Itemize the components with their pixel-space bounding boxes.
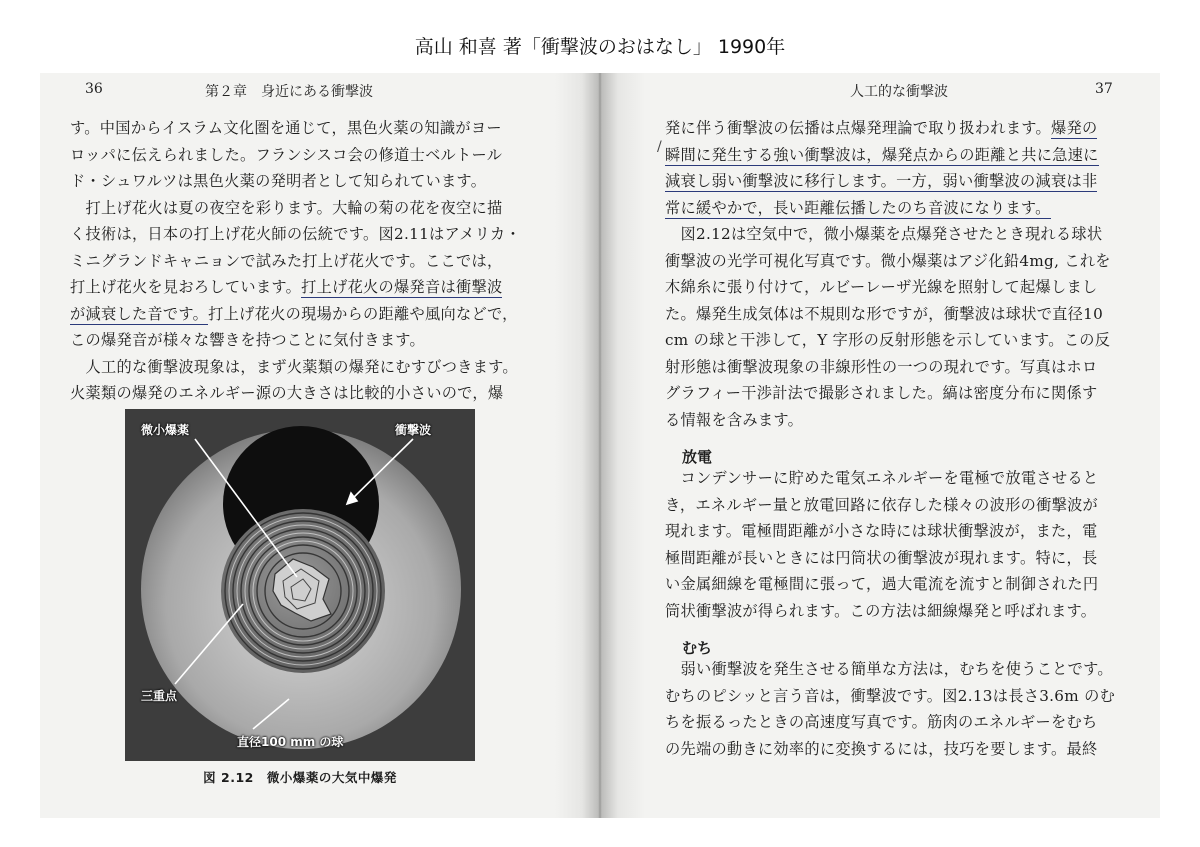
text-line-underlined: [665, 195, 1130, 222]
text-line-with-underline: [70, 274, 540, 301]
shockwave-photo-illustration: [125, 409, 475, 761]
right-page: [635, 73, 1160, 818]
text-line: 打上げ花火は夏の夜空を彩ります。大輪の菊の花を夜空に描: [70, 198, 503, 217]
text-line: コンデンサーに貯めた電気エネルギーを電極で放電させると: [665, 469, 1099, 487]
left-running-head: 第２章 身近にある衝撃波: [205, 84, 373, 100]
text-line-underlined: [665, 168, 1130, 195]
text-line-with-underline: [70, 301, 540, 328]
text-line: る情報を含みます。: [665, 410, 804, 429]
text-line: た。爆発生成気体は不規則な形ですが，衝撃波は球状で直径10: [665, 304, 1104, 323]
figure-label-shockwave: 衝撃波: [395, 423, 432, 437]
text-segment: 打上げ花火の現場からの距離や風向などで，: [208, 304, 518, 323]
right-running-head: 人工的な衝撃波: [850, 84, 948, 100]
shockwave-photo-figure: [125, 409, 475, 761]
text-line: 木綿糸に張り付けて，ルビーレーザ光線を照射して起爆しまし: [665, 278, 1098, 296]
figure-caption: 図 2.12 微小爆薬の大気中爆発: [203, 770, 397, 785]
text-line-underlined: [665, 142, 1130, 169]
text-line: い金属細線を電極間に張って，過大電流を流すと制御された円: [665, 575, 1099, 593]
text-line: 衝撃波の光学可視化写真です。微小爆薬はアジ化鉛4mg, これを: [665, 251, 1111, 270]
book-citation-title: 高山 和喜 著「衝撃波のおはなし」 1990年: [414, 36, 786, 58]
text-line: す。中国からイスラム文化圏を通じて，黒色火薬の知識がヨー: [70, 119, 502, 137]
figure-label-explosive: 微小爆薬: [141, 423, 190, 437]
book-gutter: [555, 73, 645, 818]
figure-label-triple-point: 三重点: [141, 689, 178, 703]
text-line: むちのピシッと言う音は，衝撃波です。図2.13は長さ3.6m のむ: [665, 686, 1116, 705]
underlined-text: 瞬間に発生する強い衝撃波は，爆発点からの距離と共に急速に: [665, 145, 1099, 164]
text-line: 弱い衝撃波を発生させる簡単な方法は，むちを使うことです。: [665, 660, 1113, 678]
text-line-with-underline: [665, 115, 1130, 142]
text-line: く技術は，日本の打上げ花火師の伝統です。図2.11はアメリカ・: [70, 225, 521, 243]
text-line: ミニグランドキャニョンで試みた打上げ花火です。ここでは，: [70, 251, 503, 270]
section-heading-discharge: 放電: [682, 448, 713, 466]
text-line: 人工的な衝撃波現象は，まず火薬類の爆発にむすびつきます。: [70, 357, 518, 376]
text-line: 射形態は衝撃波現象の非線形性の一つの現れです。写真はホロ: [665, 357, 1098, 376]
text-segment: 発に伴う衝撃波の伝播は点爆発理論で取り扱われます。: [665, 119, 1051, 137]
text-line: ロッパに伝えられました。フランシスコ会の修道士ベルトール: [70, 145, 503, 164]
left-page: [40, 73, 565, 818]
text-line: ちを振るったときの高速度写真です。筋肉のエネルギーをむち: [665, 713, 1098, 731]
text-line: 現れます。電極間距離が小さな時には球状衝撃波が，また，電: [665, 522, 1098, 540]
text-line: 筒状衝撃波が得られます。この方法は細線爆発と呼ばれます。: [665, 601, 1097, 620]
section-heading-whip: むち: [682, 639, 713, 657]
text-segment: 打上げ花火を見おろしています。: [70, 278, 302, 296]
left-body-text: [70, 115, 540, 407]
text-line: この爆発音が様々な響きを持つことに気付きます。: [70, 331, 425, 349]
margin-mark: /: [657, 139, 662, 155]
text-line: cm の球と干渉して，Y 字形の反射形態を示しています。この反: [665, 331, 1111, 349]
text-line: 火薬類の爆発のエネルギー源の大きさは比較的小さいので，爆: [70, 384, 504, 402]
text-line: ド・シュワルツは黒色火薬の発明者として知られています。: [70, 172, 487, 190]
text-line: 極間距離が長いときには円筒状の衝撃波が現れます。特に，長: [665, 548, 1098, 567]
left-page-number: 36: [85, 81, 103, 97]
underlined-text: 打上げ花火の爆発音は衝撃波: [301, 278, 503, 296]
book-spread: [40, 73, 1160, 818]
underlined-text: 常に緩やかで，長い距離伝播したのち音波になります。: [665, 198, 1051, 217]
text-line: 図2.12は空気中で，微小爆薬を点爆発させたとき現れる球状: [665, 225, 1103, 243]
underlined-text: 爆発の: [1050, 119, 1098, 137]
underlined-text: が減衰した音です。: [70, 304, 209, 323]
figure-label-sphere: 直径100 mm の球: [237, 735, 344, 749]
underlined-text: 減衰し弱い衝撃波に移行します。一方，弱い衝撃波の減衰は非: [665, 172, 1098, 190]
text-line: の先端の動きに効率的に変換するには，技巧を要します。最終: [665, 739, 1098, 758]
right-page-number: 37: [1095, 81, 1113, 97]
text-line: き，エネルギー量と放電回路に依存した様々の波形の衝撃波が: [665, 495, 1099, 514]
text-line: グラフィー干渉計法で撮影されました。縞は密度分布に関係す: [665, 384, 1098, 402]
right-body-text: [665, 115, 1130, 762]
